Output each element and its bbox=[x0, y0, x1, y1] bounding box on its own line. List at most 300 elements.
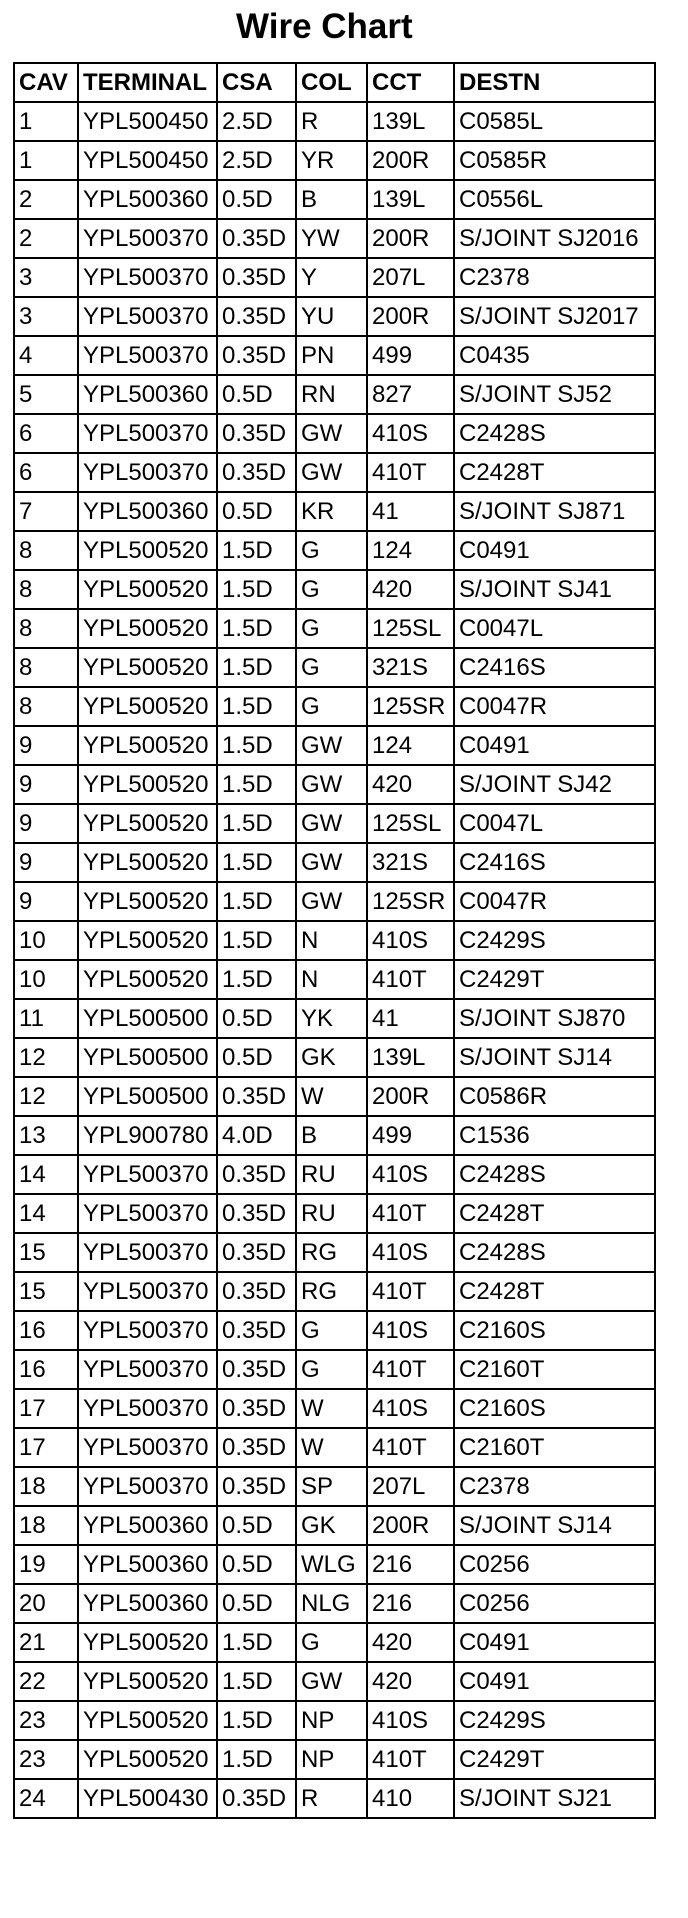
cell-csa: 0.5D bbox=[217, 375, 296, 414]
cell-destn: C2160S bbox=[454, 1311, 655, 1350]
table-row bbox=[14, 687, 655, 726]
cell-csa: 0.35D bbox=[217, 1194, 296, 1233]
cell-col: YR bbox=[296, 141, 367, 180]
cell-csa: 1.5D bbox=[217, 570, 296, 609]
cell-csa: 0.35D bbox=[217, 1428, 296, 1467]
table-row bbox=[14, 1311, 655, 1350]
cell-col: NP bbox=[296, 1701, 367, 1740]
cell-cct: 41 bbox=[367, 492, 454, 531]
cell-terminal: YPL500370 bbox=[78, 1233, 217, 1272]
cell-destn: C0491 bbox=[454, 726, 655, 765]
cell-cav: 3 bbox=[14, 297, 78, 336]
table-row bbox=[14, 843, 655, 882]
cell-destn: C0256 bbox=[454, 1584, 655, 1623]
cell-terminal: YPL500360 bbox=[78, 1545, 217, 1584]
table-row bbox=[14, 492, 655, 531]
cell-destn: C0435 bbox=[454, 336, 655, 375]
cell-terminal: YPL500520 bbox=[78, 1662, 217, 1701]
cell-terminal: YPL500520 bbox=[78, 648, 217, 687]
cell-cct: 410S bbox=[367, 921, 454, 960]
cell-cct: 410 bbox=[367, 1779, 454, 1818]
cell-destn: C2429S bbox=[454, 921, 655, 960]
cell-cct: 410T bbox=[367, 453, 454, 492]
cell-col: YK bbox=[296, 999, 367, 1038]
cell-cct: 125SR bbox=[367, 687, 454, 726]
cell-cav: 6 bbox=[14, 453, 78, 492]
cell-cav: 9 bbox=[14, 882, 78, 921]
cell-cct: 410T bbox=[367, 1272, 454, 1311]
cell-terminal: YPL500520 bbox=[78, 570, 217, 609]
cell-col: RU bbox=[296, 1194, 367, 1233]
cell-cav: 7 bbox=[14, 492, 78, 531]
cell-col: R bbox=[296, 102, 367, 141]
cell-destn: C2429T bbox=[454, 960, 655, 999]
cell-csa: 0.35D bbox=[217, 1389, 296, 1428]
cell-cct: 410T bbox=[367, 1740, 454, 1779]
cell-cav: 23 bbox=[14, 1701, 78, 1740]
cell-col: GW bbox=[296, 453, 367, 492]
cell-cav: 2 bbox=[14, 180, 78, 219]
cell-cct: 499 bbox=[367, 1116, 454, 1155]
cell-terminal: YPL500370 bbox=[78, 414, 217, 453]
cell-csa: 0.35D bbox=[217, 1350, 296, 1389]
cell-cct: 410T bbox=[367, 1350, 454, 1389]
cell-destn: C2160T bbox=[454, 1350, 655, 1389]
table-row bbox=[14, 141, 655, 180]
cell-destn: S/JOINT SJ14 bbox=[454, 1506, 655, 1545]
cell-cct: 410S bbox=[367, 1233, 454, 1272]
cell-cav: 8 bbox=[14, 648, 78, 687]
cell-cct: 410S bbox=[367, 1389, 454, 1428]
cell-terminal: YPL500520 bbox=[78, 1623, 217, 1662]
cell-csa: 0.35D bbox=[217, 1779, 296, 1818]
cell-cav: 9 bbox=[14, 765, 78, 804]
cell-destn: C2429T bbox=[454, 1740, 655, 1779]
cell-csa: 1.5D bbox=[217, 960, 296, 999]
cell-csa: 1.5D bbox=[217, 531, 296, 570]
table-row bbox=[14, 336, 655, 375]
cell-cct: 499 bbox=[367, 336, 454, 375]
cell-col: B bbox=[296, 1116, 367, 1155]
table-row bbox=[14, 1623, 655, 1662]
cell-terminal: YPL500520 bbox=[78, 921, 217, 960]
cell-csa: 0.35D bbox=[217, 1077, 296, 1116]
cell-col: NP bbox=[296, 1740, 367, 1779]
cell-terminal: YPL500370 bbox=[78, 1311, 217, 1350]
cell-csa: 0.5D bbox=[217, 1545, 296, 1584]
table-row bbox=[14, 1194, 655, 1233]
cell-cav: 3 bbox=[14, 258, 78, 297]
cell-cav: 5 bbox=[14, 375, 78, 414]
cell-destn: C2428S bbox=[454, 414, 655, 453]
table-row bbox=[14, 648, 655, 687]
cell-terminal: YPL500520 bbox=[78, 843, 217, 882]
cell-cct: 410S bbox=[367, 1701, 454, 1740]
cell-col: GW bbox=[296, 765, 367, 804]
table-row bbox=[14, 1272, 655, 1311]
cell-destn: C2428T bbox=[454, 453, 655, 492]
cell-destn: S/JOINT SJ2017 bbox=[454, 297, 655, 336]
cell-cct: 200R bbox=[367, 297, 454, 336]
cell-cav: 21 bbox=[14, 1623, 78, 1662]
cell-cav: 16 bbox=[14, 1350, 78, 1389]
cell-csa: 1.5D bbox=[217, 726, 296, 765]
cell-csa: 0.5D bbox=[217, 999, 296, 1038]
cell-csa: 1.5D bbox=[217, 765, 296, 804]
cell-csa: 0.5D bbox=[217, 180, 296, 219]
cell-cav: 18 bbox=[14, 1506, 78, 1545]
cell-terminal: YPL500370 bbox=[78, 219, 217, 258]
cell-terminal: YPL500370 bbox=[78, 1389, 217, 1428]
cell-col: GW bbox=[296, 804, 367, 843]
cell-csa: 1.5D bbox=[217, 609, 296, 648]
cell-terminal: YPL500360 bbox=[78, 1584, 217, 1623]
cell-col: W bbox=[296, 1077, 367, 1116]
cell-csa: 2.5D bbox=[217, 102, 296, 141]
cell-terminal: YPL500520 bbox=[78, 960, 217, 999]
table-row bbox=[14, 804, 655, 843]
cell-csa: 0.5D bbox=[217, 1506, 296, 1545]
cell-col: YU bbox=[296, 297, 367, 336]
cell-terminal: YPL500500 bbox=[78, 999, 217, 1038]
cell-cct: 420 bbox=[367, 1623, 454, 1662]
header-csa: CSA bbox=[217, 63, 296, 102]
cell-col: WLG bbox=[296, 1545, 367, 1584]
cell-cav: 12 bbox=[14, 1038, 78, 1077]
cell-csa: 0.35D bbox=[217, 1467, 296, 1506]
cell-col: W bbox=[296, 1428, 367, 1467]
cell-terminal: YPL500370 bbox=[78, 297, 217, 336]
cell-terminal: YPL500520 bbox=[78, 882, 217, 921]
table-row bbox=[14, 609, 655, 648]
page-title: Wire Chart bbox=[236, 7, 413, 46]
cell-cav: 18 bbox=[14, 1467, 78, 1506]
cell-cav: 9 bbox=[14, 843, 78, 882]
table-row bbox=[14, 1506, 655, 1545]
cell-terminal: YPL500370 bbox=[78, 1272, 217, 1311]
cell-terminal: YPL500370 bbox=[78, 1194, 217, 1233]
cell-csa: 0.35D bbox=[217, 297, 296, 336]
cell-csa: 1.5D bbox=[217, 804, 296, 843]
cell-csa: 1.5D bbox=[217, 882, 296, 921]
cell-cct: 139L bbox=[367, 102, 454, 141]
cell-terminal: YPL500520 bbox=[78, 726, 217, 765]
cell-cav: 4 bbox=[14, 336, 78, 375]
cell-cav: 8 bbox=[14, 570, 78, 609]
cell-terminal: YPL500370 bbox=[78, 453, 217, 492]
cell-col: N bbox=[296, 960, 367, 999]
cell-terminal: YPL500520 bbox=[78, 687, 217, 726]
table-row bbox=[14, 180, 655, 219]
cell-col: R bbox=[296, 1779, 367, 1818]
wire-chart-table bbox=[13, 62, 656, 1819]
cell-col: W bbox=[296, 1389, 367, 1428]
cell-cct: 200R bbox=[367, 219, 454, 258]
cell-destn: S/JOINT SJ14 bbox=[454, 1038, 655, 1077]
cell-cct: 125SL bbox=[367, 804, 454, 843]
cell-cct: 321S bbox=[367, 843, 454, 882]
cell-cav: 23 bbox=[14, 1740, 78, 1779]
cell-destn: C2378 bbox=[454, 258, 655, 297]
cell-destn: S/JOINT SJ871 bbox=[454, 492, 655, 531]
cell-destn: C2429S bbox=[454, 1701, 655, 1740]
cell-cct: 216 bbox=[367, 1545, 454, 1584]
table-row bbox=[14, 1467, 655, 1506]
table-row bbox=[14, 453, 655, 492]
cell-col: G bbox=[296, 570, 367, 609]
cell-col: GW bbox=[296, 726, 367, 765]
cell-cav: 15 bbox=[14, 1233, 78, 1272]
cell-col: GW bbox=[296, 414, 367, 453]
cell-destn: C0047R bbox=[454, 882, 655, 921]
table-row bbox=[14, 1155, 655, 1194]
cell-cav: 8 bbox=[14, 687, 78, 726]
cell-col: YW bbox=[296, 219, 367, 258]
header-cct: CCT bbox=[367, 63, 454, 102]
cell-col: B bbox=[296, 180, 367, 219]
cell-csa: 0.5D bbox=[217, 1584, 296, 1623]
header-col: COL bbox=[296, 63, 367, 102]
cell-cct: 410T bbox=[367, 1428, 454, 1467]
cell-destn: C0047L bbox=[454, 609, 655, 648]
cell-csa: 1.5D bbox=[217, 1740, 296, 1779]
cell-terminal: YPL500370 bbox=[78, 258, 217, 297]
table-row bbox=[14, 921, 655, 960]
cell-cct: 410T bbox=[367, 1194, 454, 1233]
cell-cav: 6 bbox=[14, 414, 78, 453]
cell-cct: 410T bbox=[367, 960, 454, 999]
cell-cct: 200R bbox=[367, 1506, 454, 1545]
cell-terminal: YPL900780 bbox=[78, 1116, 217, 1155]
cell-csa: 0.35D bbox=[217, 336, 296, 375]
cell-destn: C0491 bbox=[454, 1623, 655, 1662]
table-row bbox=[14, 1077, 655, 1116]
cell-terminal: YPL500500 bbox=[78, 1038, 217, 1077]
cell-terminal: YPL500520 bbox=[78, 1701, 217, 1740]
cell-cct: 420 bbox=[367, 765, 454, 804]
cell-csa: 0.35D bbox=[217, 258, 296, 297]
cell-destn: C2428S bbox=[454, 1155, 655, 1194]
cell-cct: 200R bbox=[367, 1077, 454, 1116]
cell-col: NLG bbox=[296, 1584, 367, 1623]
cell-cav: 15 bbox=[14, 1272, 78, 1311]
cell-destn: C0047L bbox=[454, 804, 655, 843]
table-row bbox=[14, 1584, 655, 1623]
cell-cct: 139L bbox=[367, 180, 454, 219]
cell-col: G bbox=[296, 648, 367, 687]
cell-terminal: YPL500370 bbox=[78, 336, 217, 375]
cell-col: PN bbox=[296, 336, 367, 375]
table-row bbox=[14, 1389, 655, 1428]
table-row bbox=[14, 1428, 655, 1467]
table-row bbox=[14, 882, 655, 921]
cell-col: GW bbox=[296, 1662, 367, 1701]
cell-col: G bbox=[296, 1623, 367, 1662]
table-row bbox=[14, 1779, 655, 1818]
cell-cav: 17 bbox=[14, 1389, 78, 1428]
table-row bbox=[14, 297, 655, 336]
table-row bbox=[14, 414, 655, 453]
cell-cct: 410S bbox=[367, 414, 454, 453]
cell-destn: S/JOINT SJ870 bbox=[454, 999, 655, 1038]
cell-terminal: YPL500520 bbox=[78, 765, 217, 804]
cell-col: RU bbox=[296, 1155, 367, 1194]
cell-cct: 124 bbox=[367, 531, 454, 570]
cell-terminal: YPL500360 bbox=[78, 1506, 217, 1545]
table-row bbox=[14, 570, 655, 609]
cell-col: G bbox=[296, 531, 367, 570]
table-row bbox=[14, 1116, 655, 1155]
cell-csa: 1.5D bbox=[217, 1623, 296, 1662]
cell-csa: 0.35D bbox=[217, 1311, 296, 1350]
cell-cct: 125SR bbox=[367, 882, 454, 921]
cell-csa: 1.5D bbox=[217, 921, 296, 960]
cell-csa: 0.35D bbox=[217, 219, 296, 258]
cell-cav: 1 bbox=[14, 102, 78, 141]
cell-destn: C2428T bbox=[454, 1272, 655, 1311]
table-row bbox=[14, 765, 655, 804]
cell-col: RG bbox=[296, 1272, 367, 1311]
cell-csa: 0.35D bbox=[217, 1155, 296, 1194]
table-row bbox=[14, 1701, 655, 1740]
cell-cct: 125SL bbox=[367, 609, 454, 648]
cell-cav: 2 bbox=[14, 219, 78, 258]
cell-terminal: YPL500430 bbox=[78, 1779, 217, 1818]
cell-cav: 14 bbox=[14, 1155, 78, 1194]
cell-col: GW bbox=[296, 882, 367, 921]
cell-terminal: YPL500370 bbox=[78, 1428, 217, 1467]
cell-cct: 410S bbox=[367, 1155, 454, 1194]
cell-cav: 14 bbox=[14, 1194, 78, 1233]
table-row bbox=[14, 1662, 655, 1701]
cell-col: G bbox=[296, 1350, 367, 1389]
header-destn: DESTN bbox=[454, 63, 655, 102]
table-row bbox=[14, 726, 655, 765]
cell-cav: 13 bbox=[14, 1116, 78, 1155]
table-row bbox=[14, 375, 655, 414]
cell-destn: C2428T bbox=[454, 1194, 655, 1233]
cell-cct: 41 bbox=[367, 999, 454, 1038]
cell-terminal: YPL500520 bbox=[78, 804, 217, 843]
cell-destn: C2160T bbox=[454, 1428, 655, 1467]
cell-destn: C0256 bbox=[454, 1545, 655, 1584]
cell-terminal: YPL500370 bbox=[78, 1467, 217, 1506]
cell-csa: 0.35D bbox=[217, 414, 296, 453]
table-header-row bbox=[14, 63, 655, 102]
cell-csa: 1.5D bbox=[217, 648, 296, 687]
cell-csa: 0.5D bbox=[217, 492, 296, 531]
header-cav: CAV bbox=[14, 63, 78, 102]
cell-destn: S/JOINT SJ52 bbox=[454, 375, 655, 414]
cell-col: GK bbox=[296, 1506, 367, 1545]
cell-csa: 4.0D bbox=[217, 1116, 296, 1155]
table-row bbox=[14, 258, 655, 297]
cell-terminal: YPL500360 bbox=[78, 180, 217, 219]
cell-csa: 2.5D bbox=[217, 141, 296, 180]
cell-cav: 19 bbox=[14, 1545, 78, 1584]
cell-terminal: YPL500370 bbox=[78, 1155, 217, 1194]
cell-col: SP bbox=[296, 1467, 367, 1506]
cell-destn: C0556L bbox=[454, 180, 655, 219]
cell-destn: C0491 bbox=[454, 1662, 655, 1701]
cell-col: GW bbox=[296, 843, 367, 882]
cell-col: GK bbox=[296, 1038, 367, 1077]
cell-destn: S/JOINT SJ21 bbox=[454, 1779, 655, 1818]
cell-destn: C0585R bbox=[454, 141, 655, 180]
cell-terminal: YPL500520 bbox=[78, 1740, 217, 1779]
cell-cct: 410S bbox=[367, 1311, 454, 1350]
cell-col: RN bbox=[296, 375, 367, 414]
cell-csa: 0.35D bbox=[217, 1272, 296, 1311]
cell-cav: 9 bbox=[14, 726, 78, 765]
cell-destn: C0491 bbox=[454, 531, 655, 570]
cell-cav: 10 bbox=[14, 921, 78, 960]
cell-cav: 10 bbox=[14, 960, 78, 999]
cell-cav: 17 bbox=[14, 1428, 78, 1467]
cell-destn: C0585L bbox=[454, 102, 655, 141]
cell-destn: C2416S bbox=[454, 843, 655, 882]
cell-destn: C2416S bbox=[454, 648, 655, 687]
cell-csa: 1.5D bbox=[217, 843, 296, 882]
cell-col: N bbox=[296, 921, 367, 960]
cell-cav: 24 bbox=[14, 1779, 78, 1818]
cell-col: G bbox=[296, 1311, 367, 1350]
cell-cav: 22 bbox=[14, 1662, 78, 1701]
cell-destn: C1536 bbox=[454, 1116, 655, 1155]
table-row bbox=[14, 999, 655, 1038]
cell-terminal: YPL500370 bbox=[78, 1350, 217, 1389]
header-terminal: TERMINAL bbox=[78, 63, 217, 102]
cell-csa: 1.5D bbox=[217, 687, 296, 726]
cell-cct: 124 bbox=[367, 726, 454, 765]
cell-terminal: YPL500450 bbox=[78, 141, 217, 180]
cell-cct: 321S bbox=[367, 648, 454, 687]
cell-destn: C2160S bbox=[454, 1389, 655, 1428]
cell-cct: 207L bbox=[367, 258, 454, 297]
cell-terminal: YPL500450 bbox=[78, 102, 217, 141]
cell-cav: 8 bbox=[14, 531, 78, 570]
table-row bbox=[14, 531, 655, 570]
table-row bbox=[14, 1233, 655, 1272]
table-row bbox=[14, 1038, 655, 1077]
cell-col: KR bbox=[296, 492, 367, 531]
cell-cct: 139L bbox=[367, 1038, 454, 1077]
cell-col: Y bbox=[296, 258, 367, 297]
cell-destn: C0047R bbox=[454, 687, 655, 726]
cell-terminal: YPL500360 bbox=[78, 492, 217, 531]
table-row bbox=[14, 1350, 655, 1389]
cell-csa: 0.35D bbox=[217, 1233, 296, 1272]
table-body bbox=[14, 102, 655, 1818]
cell-cav: 8 bbox=[14, 609, 78, 648]
cell-cct: 420 bbox=[367, 1662, 454, 1701]
cell-cct: 216 bbox=[367, 1584, 454, 1623]
cell-cct: 420 bbox=[367, 570, 454, 609]
cell-cav: 20 bbox=[14, 1584, 78, 1623]
cell-cav: 12 bbox=[14, 1077, 78, 1116]
table-row bbox=[14, 1545, 655, 1584]
cell-csa: 0.35D bbox=[217, 453, 296, 492]
cell-csa: 0.5D bbox=[217, 1038, 296, 1077]
cell-destn: C2428S bbox=[454, 1233, 655, 1272]
cell-col: G bbox=[296, 687, 367, 726]
cell-terminal: YPL500500 bbox=[78, 1077, 217, 1116]
cell-destn: C0586R bbox=[454, 1077, 655, 1116]
cell-cct: 827 bbox=[367, 375, 454, 414]
cell-cav: 9 bbox=[14, 804, 78, 843]
cell-destn: S/JOINT SJ2016 bbox=[454, 219, 655, 258]
cell-cct: 200R bbox=[367, 141, 454, 180]
